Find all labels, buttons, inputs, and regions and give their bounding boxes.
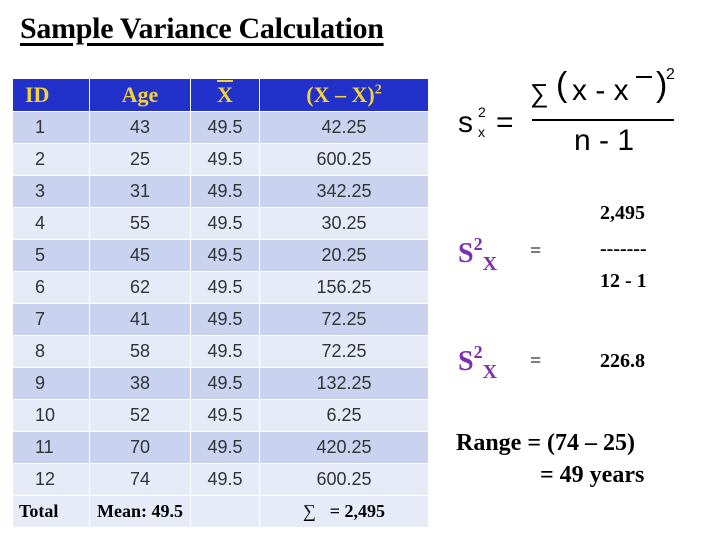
total-sum-value: = 2,495 bbox=[329, 501, 386, 521]
calc1-numerator: 2,495 bbox=[600, 202, 645, 224]
range-calculation bbox=[456, 427, 644, 491]
calc2-s2-symbol bbox=[458, 342, 497, 384]
cell-age: 43 bbox=[90, 112, 191, 144]
range-line-1: Range = (74 – 25) bbox=[456, 430, 635, 456]
cell-squared-deviation: 72.25 bbox=[260, 304, 429, 336]
calc1-denominator: 12 - 1 bbox=[600, 270, 647, 292]
sigma-icon: ∑ bbox=[302, 501, 316, 521]
cell-id: 9 bbox=[13, 368, 90, 400]
cell-mean: 49.5 bbox=[191, 144, 260, 176]
range-line-2: = 49 years bbox=[540, 462, 645, 488]
cell-squared-deviation: 600.25 bbox=[260, 464, 429, 496]
table-row bbox=[13, 400, 429, 432]
col-header-squared-deviation bbox=[260, 79, 429, 112]
cell-age: 31 bbox=[90, 176, 191, 208]
cell-mean: 49.5 bbox=[191, 400, 260, 432]
cell-age: 55 bbox=[90, 208, 191, 240]
total-row bbox=[13, 496, 429, 528]
cell-squared-deviation: 20.25 bbox=[260, 240, 429, 272]
cell-squared-deviation: 30.25 bbox=[260, 208, 429, 240]
col-header-age: Age bbox=[90, 79, 191, 112]
cell-age: 45 bbox=[90, 240, 191, 272]
table-row bbox=[13, 272, 429, 304]
formula-equals: = bbox=[496, 106, 514, 139]
table-row bbox=[13, 464, 429, 496]
cell-mean: 49.5 bbox=[191, 272, 260, 304]
calc1-s2-symbol bbox=[458, 234, 497, 276]
cell-age: 70 bbox=[90, 432, 191, 464]
cell-mean: 49.5 bbox=[191, 208, 260, 240]
table-row bbox=[13, 304, 429, 336]
table-row bbox=[13, 240, 429, 272]
cell-id: 8 bbox=[13, 336, 90, 368]
mean-symbol: $\overline{X}$ bbox=[217, 82, 233, 107]
col-header-mean bbox=[191, 79, 260, 112]
table-row bbox=[13, 432, 429, 464]
cell-id: 6 bbox=[13, 272, 90, 304]
formula-open-paren: ( bbox=[556, 66, 568, 104]
table-row bbox=[13, 144, 429, 176]
formula-numerator: x - x bbox=[572, 74, 629, 107]
cell-squared-deviation: 6.25 bbox=[260, 400, 429, 432]
formula-s-sub: x bbox=[478, 124, 485, 140]
calc2-s: S bbox=[458, 346, 474, 377]
cell-id: 4 bbox=[13, 208, 90, 240]
cell-id: 7 bbox=[13, 304, 90, 336]
cell-squared-deviation: 600.25 bbox=[260, 144, 429, 176]
formula-s-sup: 2 bbox=[478, 104, 486, 120]
calc1-dashes: ------- bbox=[600, 238, 647, 260]
cell-age: 41 bbox=[90, 304, 191, 336]
total-mean: Mean: 49.5 bbox=[90, 496, 191, 528]
table-row bbox=[13, 368, 429, 400]
cell-squared-deviation: 156.25 bbox=[260, 272, 429, 304]
calc2-sup: 2 bbox=[473, 342, 483, 362]
formula-denominator: n - 1 bbox=[574, 124, 635, 157]
calc1-sub: X bbox=[482, 253, 498, 275]
formula-sigma-icon: ∑ bbox=[530, 78, 549, 108]
cell-mean: 49.5 bbox=[191, 112, 260, 144]
cell-mean: 49.5 bbox=[191, 240, 260, 272]
cell-id: 5 bbox=[13, 240, 90, 272]
cell-squared-deviation: 42.25 bbox=[260, 112, 429, 144]
total-sum bbox=[260, 496, 429, 528]
table-row bbox=[13, 208, 429, 240]
total-label: Total bbox=[13, 496, 90, 528]
variance-formula bbox=[458, 66, 688, 166]
formula-s: s bbox=[458, 106, 473, 139]
cell-age: 62 bbox=[90, 272, 191, 304]
cell-squared-deviation: 72.25 bbox=[260, 336, 429, 368]
cell-squared-deviation: 342.25 bbox=[260, 176, 429, 208]
cell-id: 1 bbox=[13, 112, 90, 144]
formula-exponent: 2 bbox=[666, 66, 675, 83]
table-row bbox=[13, 336, 429, 368]
calc2-value: 226.8 bbox=[600, 350, 645, 372]
cell-mean: 49.5 bbox=[191, 368, 260, 400]
total-empty bbox=[191, 496, 260, 528]
formula-xbar-line bbox=[636, 76, 652, 78]
table-row bbox=[13, 112, 429, 144]
calc1-s: S bbox=[458, 238, 474, 269]
cell-age: 38 bbox=[90, 368, 191, 400]
page-title: Sample Variance Calculation bbox=[20, 12, 384, 45]
deviation-exponent: 2 bbox=[374, 82, 382, 98]
table-row bbox=[13, 176, 429, 208]
calc2-equals: = bbox=[530, 350, 542, 372]
calc2-sub: X bbox=[482, 361, 498, 383]
variance-table bbox=[12, 78, 429, 528]
cell-id: 10 bbox=[13, 400, 90, 432]
calc1-equals: = bbox=[530, 240, 542, 262]
col-header-id: ID bbox=[13, 79, 90, 112]
cell-age: 52 bbox=[90, 400, 191, 432]
formula-fraction-bar bbox=[532, 119, 674, 121]
cell-mean: 49.5 bbox=[191, 336, 260, 368]
cell-id: 2 bbox=[13, 144, 90, 176]
cell-squared-deviation: 132.25 bbox=[260, 368, 429, 400]
cell-age: 25 bbox=[90, 144, 191, 176]
cell-id: 11 bbox=[13, 432, 90, 464]
cell-mean: 49.5 bbox=[191, 432, 260, 464]
formula-close-paren: ) bbox=[656, 66, 668, 104]
cell-mean: 49.5 bbox=[191, 304, 260, 336]
calc1-sup: 2 bbox=[473, 234, 483, 254]
cell-id: 12 bbox=[13, 464, 90, 496]
cell-age: 58 bbox=[90, 336, 191, 368]
cell-mean: 49.5 bbox=[191, 176, 260, 208]
table-header-row bbox=[13, 79, 429, 112]
cell-age: 74 bbox=[90, 464, 191, 496]
cell-mean: 49.5 bbox=[191, 464, 260, 496]
deviation-expression: (X – X) bbox=[306, 82, 375, 107]
cell-id: 3 bbox=[13, 176, 90, 208]
cell-squared-deviation: 420.25 bbox=[260, 432, 429, 464]
